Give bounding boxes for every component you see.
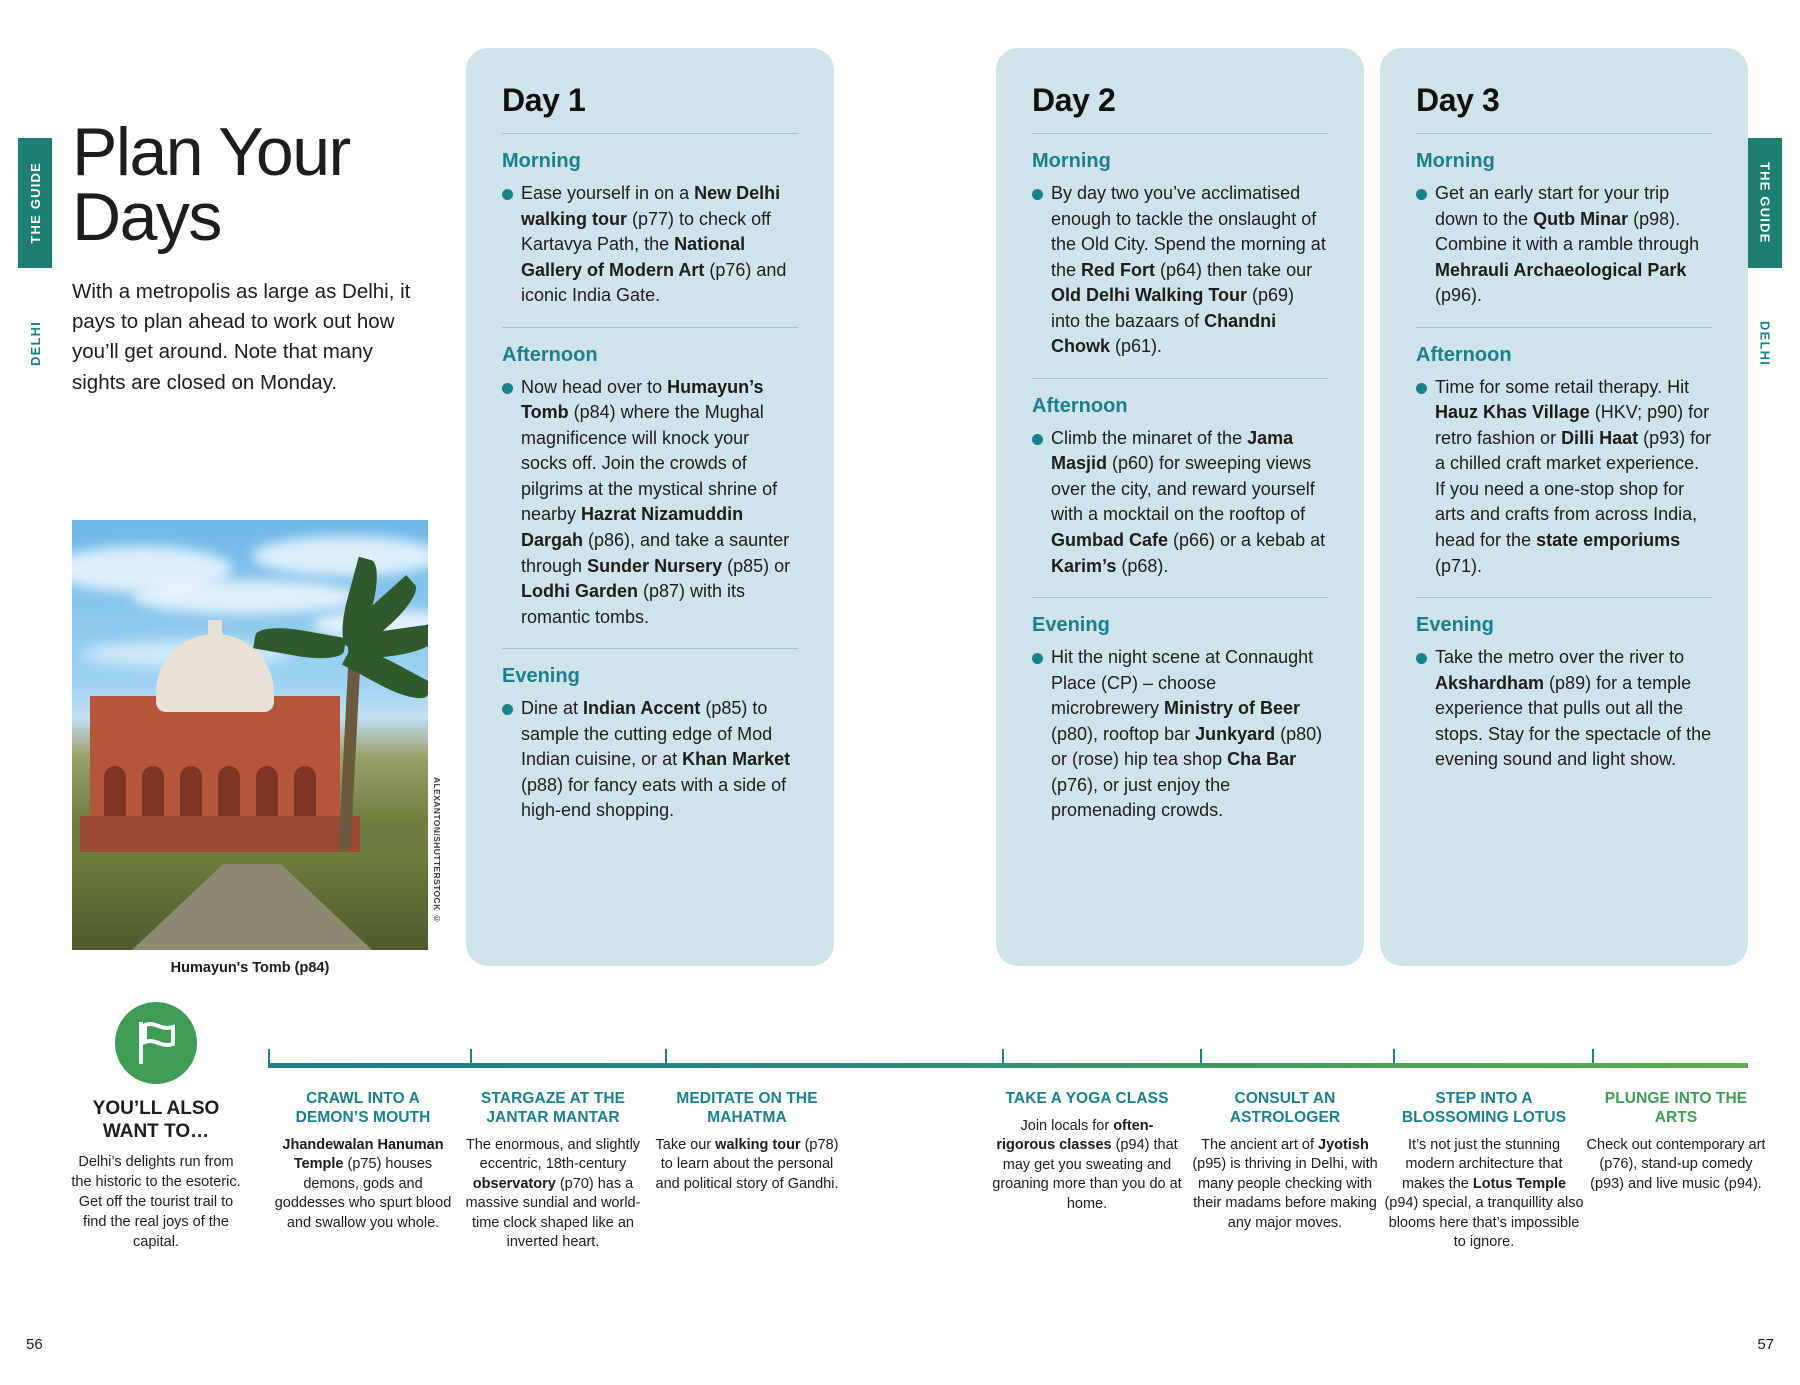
side-tab-label: DELHI xyxy=(27,320,43,366)
slot-text: Get an early start for your trip down to the Qutb Minar (p98). Combine it with a ramble through Mehrauli Archaeological Park (p96). xyxy=(1435,183,1700,306)
flag-icon xyxy=(115,1002,197,1084)
highlight-text: The ancient art of Jyotish (p95) is thriving in Delhi, with many people checking with their madams before making any major moves. xyxy=(1192,1136,1378,1231)
highlight-heading: PLUNGE INTO THE ARTS xyxy=(1604,1090,1748,1126)
highlight-item-6 xyxy=(1384,1090,1584,1252)
photo-humayuns-tomb xyxy=(72,520,442,950)
side-tab-the-guide-left xyxy=(18,138,52,268)
highlight-item-7 xyxy=(1586,1090,1766,1194)
day-card-2 xyxy=(996,48,1364,966)
slot-label-morning: Morning xyxy=(1416,150,1495,172)
timeline-tick xyxy=(1393,1049,1395,1063)
bullet-dot-icon xyxy=(1032,189,1043,200)
bullet-dot-icon xyxy=(1416,189,1427,200)
highlight-text: The enormous, and slightly eccentric, 18th-century observatory (p70) has a massive sundial and world-time clock shaped like an inverted heart. xyxy=(465,1136,641,1250)
highlight-heading: TAKE A YOGA CLASS xyxy=(1005,1090,1169,1107)
day-heading: Day 2 xyxy=(1032,82,1116,118)
slot-text: By day two you’ve acclimatised enough to tackle the onslaught of the Old City. Spend the morning at the Red Fort (p64) then take our Old Delhi Walking Tour (p69) into the bazaars of Chandni Chowk (p61). xyxy=(1051,183,1326,357)
highlight-item-3 xyxy=(652,1090,842,1194)
day-card-1 xyxy=(466,48,834,966)
slot-text: Now head over to Humayun’s Tomb (p84) where the Mughal magnificence will knock your socks off. Join the crowds of pilgrims at the mystical shrine of nearby Hazrat Nizamuddin Dargah (p86), and take a saunter through Sunder Nursery (p85) or Lodhi Garden (p87) with its romantic tombs. xyxy=(521,376,791,627)
slot-text: Ease yourself in on a New Delhi walking tour (p77) to check off Kartavya Path, the National Gallery of Modern Art (p76) and iconic India Gate. xyxy=(521,183,787,306)
also-want-to-title: YOU’LL ALSO WANT TO… xyxy=(92,1098,220,1142)
highlight-item-5 xyxy=(1190,1090,1380,1233)
slot-bullet xyxy=(502,696,798,824)
side-tab-delhi-left xyxy=(18,268,52,418)
page-number-left: 56 xyxy=(26,1336,43,1353)
slot-bullet xyxy=(1416,375,1712,579)
page-title: Plan Your Days xyxy=(72,114,350,256)
timeline-tick xyxy=(1002,1049,1004,1063)
timeline-tick xyxy=(1200,1049,1202,1063)
highlight-heading: MEDITATE ON THE MAHATMA xyxy=(676,1090,818,1126)
slot-label-evening: Evening xyxy=(1416,614,1494,637)
slot-bullet xyxy=(1032,426,1328,579)
highlight-heading: CRAWL INTO A DEMON’S MOUTH xyxy=(295,1090,431,1126)
slot-bullet xyxy=(1416,181,1712,309)
timeline-tick xyxy=(1592,1049,1594,1063)
highlight-text: Take our walking tour (p78) to learn about the personal and political story of Gandhi. xyxy=(655,1136,839,1192)
side-tab-label: DELHI xyxy=(1757,320,1773,366)
timeline-tick xyxy=(470,1049,472,1063)
day-heading: Day 3 xyxy=(1416,82,1500,118)
side-tab-label: THE GUIDE xyxy=(1757,162,1773,244)
slot-text: Hit the night scene at Connaught Place (CP) – choose microbrewery Ministry of Beer (p80), rooftop bar Junkyard (p80) or (rose) hip tea shop Cha Bar (p76), or just enjoy the promenading crowds. xyxy=(1051,647,1323,821)
highlight-text: Jhandewalan Hanuman Temple (p75) houses demons, gods and goddesses who spurt blood and swallow you whole. xyxy=(274,1136,452,1231)
bullet-dot-icon xyxy=(1416,653,1427,664)
bullet-dot-icon xyxy=(1032,434,1043,445)
day-card-3 xyxy=(1380,48,1748,966)
slot-label-evening: Evening xyxy=(1032,614,1110,637)
slot-bullet xyxy=(1032,181,1328,360)
day-heading: Day 1 xyxy=(502,82,586,118)
also-want-to-body: Delhi’s delights run from the historic to the esoteric. Get off the tourist trail to find the real joys of the capital. xyxy=(71,1154,241,1250)
timeline-tick xyxy=(268,1049,270,1063)
bullet-dot-icon xyxy=(1416,383,1427,394)
bullet-dot-icon xyxy=(502,383,513,394)
slot-text: Take the metro over the river to Akshardham (p89) for a temple experience that pulls out all the stops. Stay for the spectacle of the evening sound and light show. xyxy=(1435,647,1712,770)
highlight-text: Join locals for often-rigorous classes (p94) that may get you sweating and groaning more than you do at home. xyxy=(992,1117,1182,1212)
slot-label-morning: Morning xyxy=(502,150,581,172)
slot-label-afternoon: Afternoon xyxy=(502,343,598,366)
slot-text: Dine at Indian Accent (p85) to sample the cutting edge of Mod Indian cuisine, or at Khan Market (p88) for fancy eats with a side of high-end shopping. xyxy=(521,698,791,821)
slot-text: Time for some retail therapy. Hit Hauz Khas Village (HKV; p90) for retro fashion or Dilli Haat (p93) for a chilled craft market experience. If you need a one-stop shop for arts and crafts from across India, head for the state emporiums (p71). xyxy=(1435,376,1712,576)
photo-credit: ALEXANTON/SHUTTERSTOCK © xyxy=(432,777,442,924)
intro-paragraph: With a metropolis as large as Delhi, it pays to plan ahead to work out how you’ll get around. Note that many sights are closed on Monday. xyxy=(72,279,411,394)
bullet-dot-icon xyxy=(502,189,513,200)
highlight-heading: STARGAZE AT THE JANTAR MANTAR xyxy=(480,1090,626,1126)
slot-label-evening: Evening xyxy=(502,665,580,688)
slot-text: Climb the minaret of the Jama Masjid (p60) for sweeping views over the city, and reward yourself with a mocktail on the rooftop of Gumbad Cafe (p66) or a kebab at Karim’s (p68). xyxy=(1051,427,1326,576)
slot-bullet xyxy=(1032,645,1328,824)
slot-label-afternoon: Afternoon xyxy=(1416,343,1512,366)
slot-bullet xyxy=(502,375,798,630)
intro-block xyxy=(72,114,432,398)
highlight-item-2 xyxy=(458,1090,648,1252)
slot-bullet xyxy=(502,181,798,309)
side-tab-delhi-right xyxy=(1748,268,1782,418)
highlight-text: It’s not just the stunning modern architecture that makes the Lotus Temple (p94) special, a tranquillity also blooms here that’s impossible to ignore. xyxy=(1384,1136,1584,1250)
side-tab-the-guide-right xyxy=(1748,138,1782,268)
highlight-item-1 xyxy=(268,1090,458,1233)
photo-image xyxy=(72,520,428,950)
slot-bullet xyxy=(1416,645,1712,773)
page-number-right: 57 xyxy=(1757,1336,1774,1353)
highlight-item-4 xyxy=(992,1090,1182,1214)
side-tab-label: THE GUIDE xyxy=(27,162,43,244)
highlight-heading: STEP INTO A BLOSSOMING LOTUS xyxy=(1401,1090,1567,1126)
photo-caption: Humayun's Tomb (p84) xyxy=(170,960,330,976)
bullet-dot-icon xyxy=(502,704,513,715)
highlight-heading: CONSULT AN ASTROLOGER xyxy=(1229,1090,1341,1126)
slot-label-afternoon: Afternoon xyxy=(1032,394,1128,417)
highlight-text: Check out contemporary art (p76), stand-up comedy (p93) and live music (p94). xyxy=(1586,1136,1766,1192)
timeline-bar xyxy=(268,1063,1748,1068)
timeline-tick xyxy=(665,1049,667,1063)
slot-label-morning: Morning xyxy=(1032,150,1111,172)
bullet-dot-icon xyxy=(1032,653,1043,664)
